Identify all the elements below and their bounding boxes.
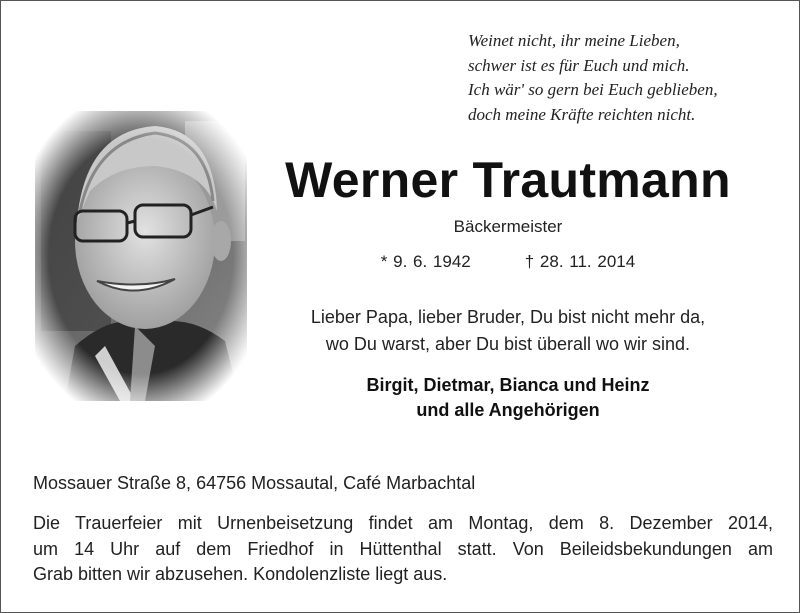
farewell-verse <box>263 304 753 358</box>
portrait-illustration <box>35 111 247 401</box>
poem <box>468 29 788 127</box>
address: Mossauer Straße 8, 64756 Mossautal, Café Marbachtal <box>33 473 476 493</box>
life-dates <box>263 252 753 272</box>
poem-line: doch meine Kräfte reichten nicht. <box>468 104 696 124</box>
funeral-notice <box>33 511 773 588</box>
notice-line: um 14 Uhr auf dem Friedhof in Hüttenthal statt. Von Beileidsbekundungen am <box>33 538 773 559</box>
family-signature <box>263 373 753 423</box>
poem-line: schwer ist es für Euch und mich. <box>468 55 690 75</box>
death-date: † 28. 11. 2014 <box>524 252 636 271</box>
notice-line: Grab bitten wir abzusehen. Kondolenzliste liegt aus. <box>33 564 448 584</box>
portrait-photo <box>35 111 247 401</box>
poem-line: Weinet nicht, ihr meine Lieben, <box>468 31 680 50</box>
notice-line: Die Trauerfeier mit Urnenbeisetzung findet am Montag, dem 8. Dezember 2014, <box>33 513 773 533</box>
family-line: und alle Angehörigen <box>416 400 600 420</box>
poem-line: Ich wär' so gern bei Euch geblieben, <box>468 80 718 99</box>
verse-line: wo Du warst, aber Du bist überall wo wir sind. <box>325 334 691 354</box>
deceased-profession: Bäckermeister <box>453 217 563 236</box>
family-line: Birgit, Dietmar, Bianca und Heinz <box>366 375 650 395</box>
verse-line: Lieber Papa, lieber Bruder, Du bist nicht mehr da, <box>310 307 706 327</box>
birth-date: * 9. 6. 1942 <box>380 252 471 271</box>
deceased-name: Werner Trautmann <box>285 152 731 208</box>
